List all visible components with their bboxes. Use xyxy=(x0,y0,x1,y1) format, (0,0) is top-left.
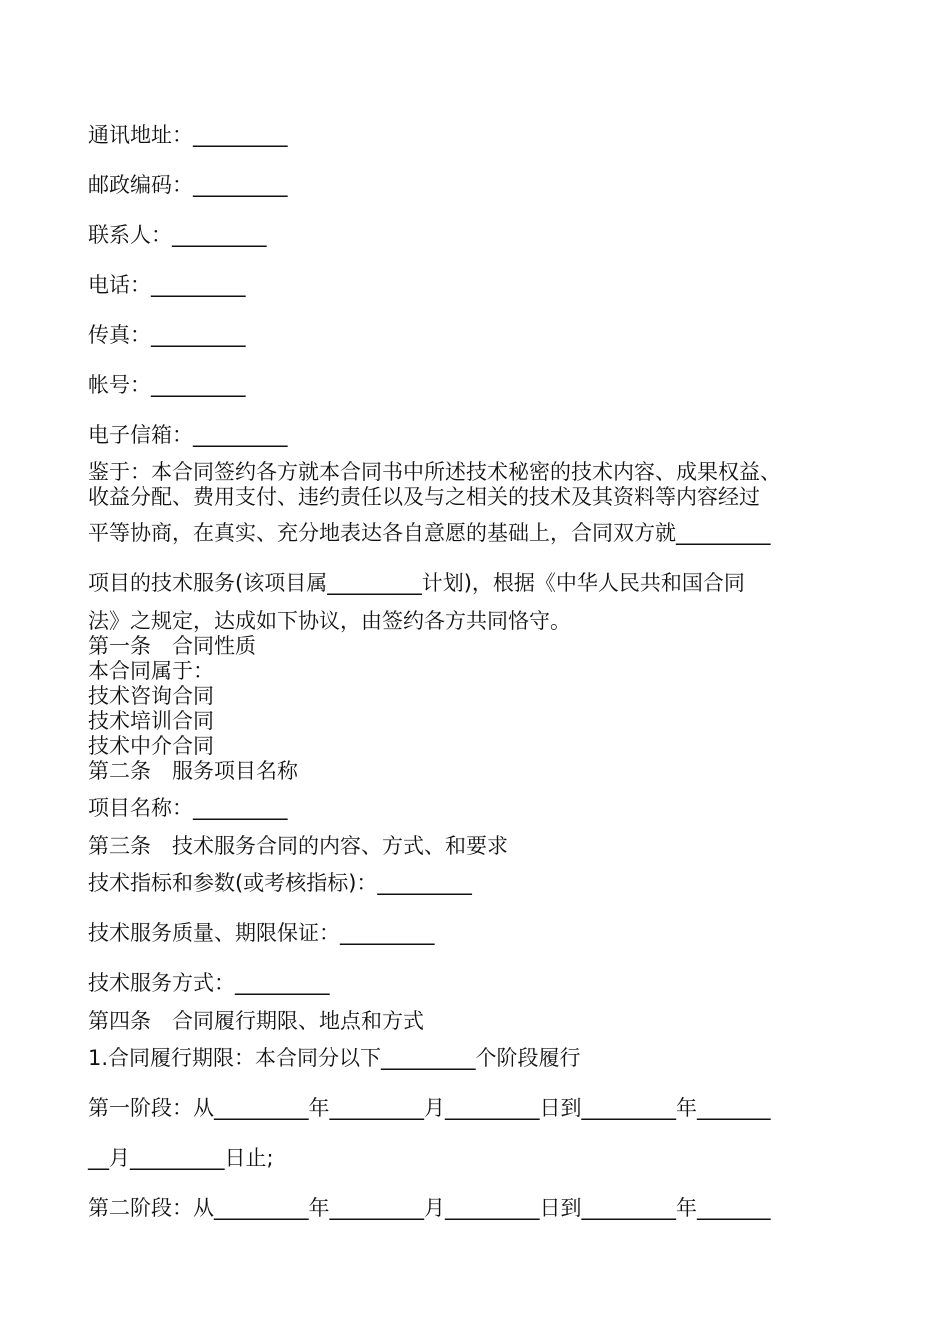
article-3-heading: 第三条 技术服务合同的内容、方式、和要求 xyxy=(88,834,508,858)
performance-period-line: 1.合同履行期限：本合同分以下_________个阶段履行 xyxy=(88,1046,581,1070)
preamble-line-2: 收益分配、费用支付、违约责任以及与之相关的技术及其资料等内容经过 xyxy=(88,485,760,509)
article-1-heading: 第一条 合同性质 xyxy=(88,634,256,658)
address-line: 通讯地址：_________ xyxy=(88,123,288,147)
contact-person-line: 联系人：_________ xyxy=(88,223,267,247)
contract-type-label: 本合同属于： xyxy=(88,659,214,683)
technical-indicators-line: 技术指标和参数(或考核指标)：_________ xyxy=(88,871,472,895)
preamble-line-1: 鉴于：本合同签约各方就本合同书中所述技术秘密的技术内容、成果权益、 xyxy=(88,460,781,484)
service-method-line: 技术服务方式：_________ xyxy=(88,971,330,995)
preamble-line-3: 平等协商，在真实、充分地表达各自意愿的基础上，合同双方就_________ xyxy=(88,521,771,545)
project-name-line: 项目名称：_________ xyxy=(88,796,288,820)
preamble-line-4: 项目的技术服务(该项目属_________计划)，根据《中华人民共和国合同 xyxy=(88,571,745,595)
email-line: 电子信箱：_________ xyxy=(88,423,288,447)
phase-1-line: 第一阶段：从_________年_________月_________日到_________年_______ xyxy=(88,1096,771,1120)
phone-line: 电话：_________ xyxy=(88,273,246,297)
phase-2-line: 第二阶段：从_________年_________月_________日到_________年_______ xyxy=(88,1196,771,1220)
contract-type-intermediary: 技术中介合同 xyxy=(88,734,214,758)
postal-code-line: 邮政编码：_________ xyxy=(88,173,288,197)
fax-line: 传真：_________ xyxy=(88,323,246,347)
preamble-line-5: 法》之规定，达成如下协议，由签约各方共同恪守。 xyxy=(88,609,571,633)
account-line: 帐号：_________ xyxy=(88,373,246,397)
service-quality-line: 技术服务质量、期限保证：_________ xyxy=(88,921,435,945)
phase-1-end-line: __月_________日止; xyxy=(88,1146,274,1170)
article-4-heading: 第四条 合同履行期限、地点和方式 xyxy=(88,1009,424,1033)
contract-type-consulting: 技术咨询合同 xyxy=(88,684,214,708)
contract-type-training: 技术培训合同 xyxy=(88,709,214,733)
article-2-heading: 第二条 服务项目名称 xyxy=(88,759,298,783)
